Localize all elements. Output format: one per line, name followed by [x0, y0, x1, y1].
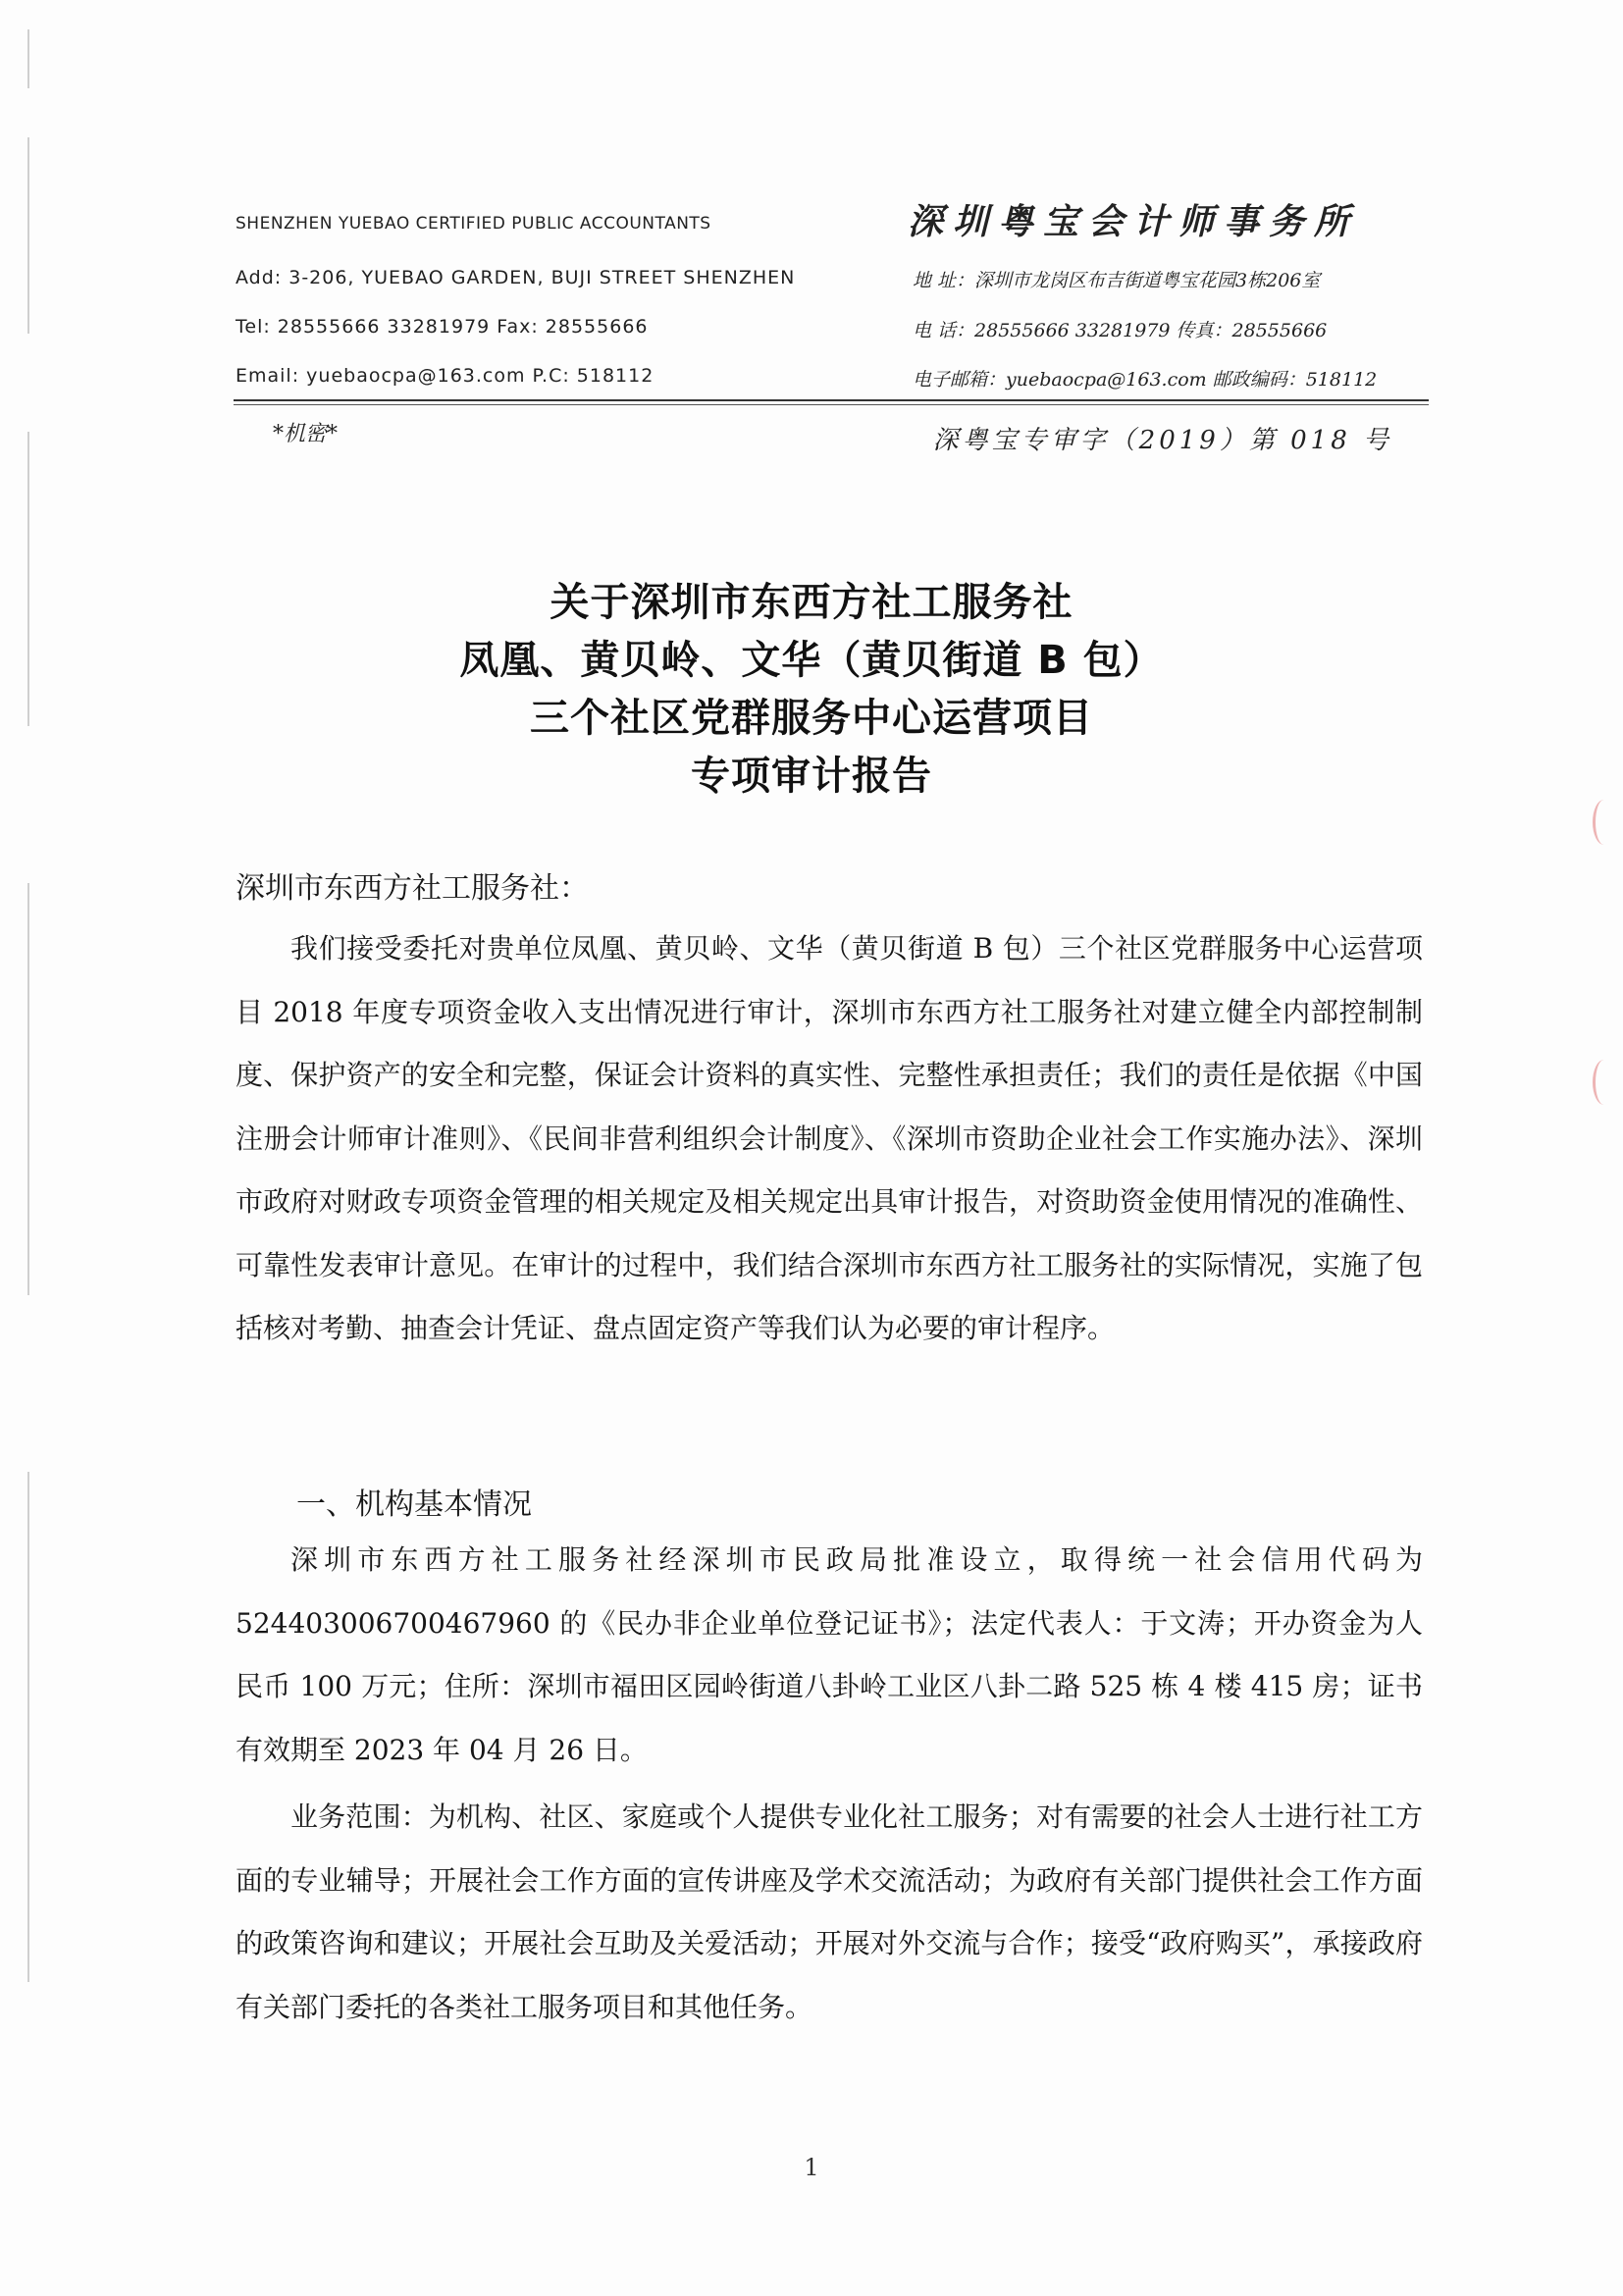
letterhead-cn-phone: 电 话：28555666 33281979 传真：28555666: [913, 320, 1328, 341]
report-title: [0, 574, 1623, 806]
section-1-body: [236, 1529, 1423, 2039]
letterhead-cn-address: 地 址：深圳市龙岗区布吉街道粤宝花园3栋206室: [913, 270, 1321, 291]
letterhead-en-phone: Tel: 28555666 33281979 Fax: 28555666: [236, 316, 649, 338]
report-title-line-4: 专项审计报告: [691, 754, 932, 799]
letterhead-cn-firm-name: 深圳粤宝会计师事务所: [908, 201, 1360, 242]
scan-margin-mark: [27, 1472, 29, 1982]
intro-paragraph: 我们接受委托对贵单位凤凰、黄贝岭、文华（黄贝街道 B 包）三个社区党群服务中心运营项目 2018 年度专项资金收入支出情况进行审计，深圳市东西方社工服务社对建立健全内部控制制度、保护资产的安全和完整，保证会计资料的真实性、完整性承担责任；我们的责任是依据《中国注册会计师审计准则》、《民间非营利组织会计制度》、《深圳市资助企业社会工作实施办法》、深圳市政府对财政专项资金管理的相关规定及相关规定出具审计报告，对资助资金使用情况的准确性、可靠性发表审计意见。在审计的过程中，我们结合深圳市东西方社工服务社的实际情况，实施了包括核对考勤、抽查会计凭证、盘点固定资产等我们认为必要的审计程序。: [236, 932, 1423, 1344]
letterhead-en-address: Add: 3-206, YUEBAO GARDEN, BUJI STREET SHENZHEN: [236, 267, 796, 288]
page-number: 1: [804, 2154, 819, 2181]
letterhead-en-firm-name: SHENZHEN YUEBAO CERTIFIED PUBLIC ACCOUNTANTS: [236, 214, 711, 234]
intro-section: [236, 917, 1423, 1361]
letterhead-rule: [234, 399, 1429, 401]
report-title-line-3: 三个社区党群服务中心运营项目: [530, 696, 1093, 741]
scan-margin-mark: [27, 29, 29, 88]
seal-edge-mark: [1593, 1060, 1615, 1105]
section-heading-1: 一、机构基本情况: [296, 1487, 532, 1522]
report-title-line-2: 凤凰、黄贝岭、文华（黄贝街道 B 包）: [459, 638, 1164, 683]
confidential-label: *机密*: [273, 422, 339, 446]
salutation: 深圳市东西方社工服务社：: [236, 871, 589, 906]
letterhead-rule-thin: [234, 404, 1429, 405]
section-1-paragraph-2: 业务范围：为机构、社区、家庭或个人提供专业化社工服务；对有需要的社会人士进行社工方面的专业辅导；开展社会工作方面的宣传讲座及学术交流活动；为政府有关部门提供社会工作方面的政策咨询和建议；开展社会互助及关爱活动；开展对外交流与合作；接受“政府购买”，承接政府有关部门委托的各类社工服务项目和其他任务。: [236, 1800, 1423, 2023]
scan-margin-mark: [27, 137, 29, 334]
scan-margin-mark: [27, 883, 29, 1295]
document-number: 深粤宝专审字（2019）第 018 号: [932, 426, 1392, 455]
letterhead-en-email: Email: yuebaocpa@163.com P.C: 518112: [236, 365, 654, 387]
letterhead-cn-email: 电子邮箱：yuebaocpa@163.com 邮政编码：518112: [913, 369, 1378, 391]
section-1-paragraph-1: 深圳市东西方社工服务社经深圳市民政局批准设立，取得统一社会信用代码为 524403006700467960 的《民办非企业单位登记证书》；法定代表人：于文涛；开办资金为人民币 100 万元；住所：深圳市福田区园岭街道八卦岭工业区八卦二路 525 栋 4 楼 415 房；证书有效期至 2023 年 04 月 26 日。: [236, 1543, 1423, 1766]
seal-edge-mark: [1593, 800, 1615, 845]
report-title-line-1: 关于深圳市东西方社工服务社: [550, 580, 1073, 625]
